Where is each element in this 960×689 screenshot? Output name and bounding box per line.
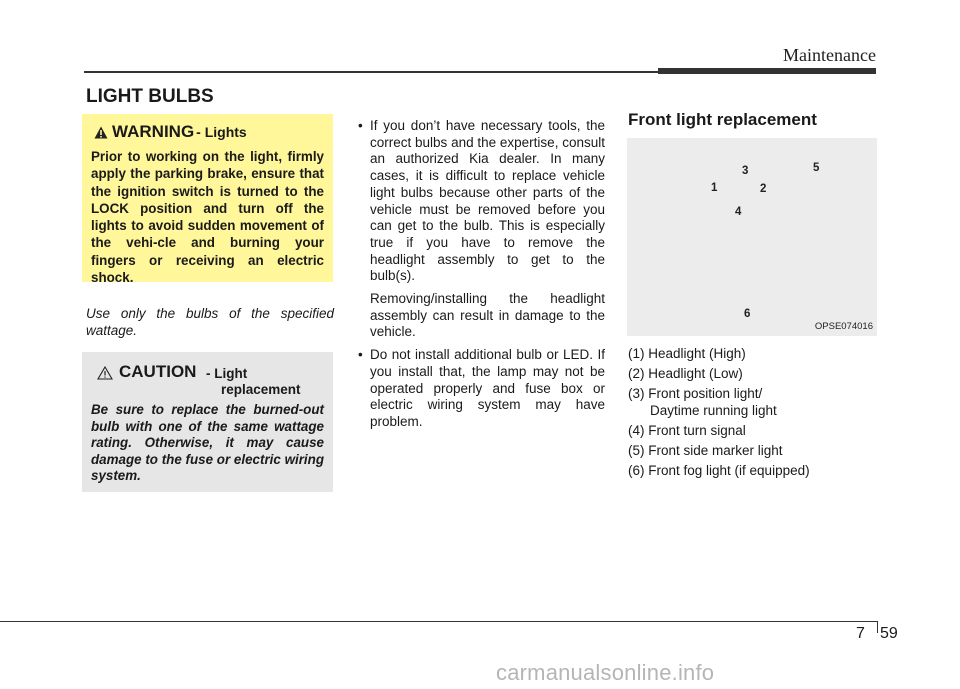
legend-item: (5) Front side marker light (628, 442, 783, 458)
callout-4: 4 (735, 206, 742, 218)
warning-triangle-icon (94, 126, 108, 139)
legend-item-text: (3) Front position light/ (628, 386, 763, 401)
callout-6: 6 (744, 308, 751, 320)
footer-divider (877, 621, 878, 633)
section-header-title: Maintenance (783, 45, 876, 65)
wattage-note: Use only the bulbs of the specified wattage. (86, 306, 334, 338)
caution-sublabel (206, 366, 316, 398)
chapter-number: 7 (856, 625, 865, 642)
caution-text: Be sure to replace the burned-out bulb with one of the same wattage rating. Otherwise, it may cause damage to the fuse or electric wiring system. (91, 402, 324, 483)
warning-label: WARNING (112, 122, 195, 141)
callout-2: 2 (760, 183, 767, 195)
caution-sublabel-line1: - Light (206, 366, 248, 381)
caution-sublabel-line2: replacement (221, 382, 301, 397)
bullet-text: • Do not install additional bulb or LED. If you install that, the lamp may not be operated properly and fuse box or electric wiring system may have problem. (370, 347, 605, 429)
list-item (357, 347, 605, 431)
warning-heading (112, 122, 247, 142)
warning-box (82, 114, 333, 286)
legend-item: (6) Front fog light (if equipped) (628, 462, 810, 478)
callout-5: 5 (813, 162, 820, 174)
footer-rule (0, 621, 878, 622)
headlight-diagram (627, 138, 877, 336)
warning-sublabel: - Lights (196, 124, 247, 140)
image-code: OPSE074016 (814, 321, 873, 332)
caution-box (82, 352, 333, 492)
page-number: 59 (880, 625, 898, 642)
page-title: LIGHT BULBS (86, 86, 214, 107)
legend-item: (1) Headlight (High) (628, 346, 746, 361)
bullet-text: • If you don’t have necessary tools, the correct bulbs and the expertise, consult an authorized Kia dealer. In many cases, it is difficult to replace vehicle light bulbs because other parts of the vehicle must be removed before you can get to the bulb. This is especially true if you have to remove the headlight assembly to get to the bulb(s). (370, 118, 605, 284)
legend-item: (2) Headlight (Low) (628, 366, 743, 381)
header-rule-thick (658, 68, 876, 74)
bullet-continuation: Removing/installing the headlight assembly can result in damage to the vehicle. (370, 291, 605, 340)
list-item (357, 118, 605, 341)
legend-item: (4) Front turn signal (628, 422, 746, 438)
legend-list (628, 346, 878, 483)
watermark: carmanualsonline.info (496, 660, 715, 685)
warning-text: Prior to working on the light, firmly apply the parking brake, ensure that the ignition switch is turned to the LOCK position and turn off the lights to avoid sudden movement of the vehi-cle and burning your fingers or receiving an electric shock. (91, 149, 324, 286)
header-rule (84, 71, 660, 73)
bullet-list (357, 118, 605, 437)
subsection-title: Front light replacement (628, 110, 817, 129)
callout-3: 3 (742, 165, 749, 177)
callout-1: 1 (711, 182, 718, 194)
caution-triangle-icon (97, 366, 113, 380)
legend-item-continuation: Daytime running light (650, 402, 777, 418)
caution-label: CAUTION (119, 362, 197, 381)
legend-item (628, 386, 878, 419)
